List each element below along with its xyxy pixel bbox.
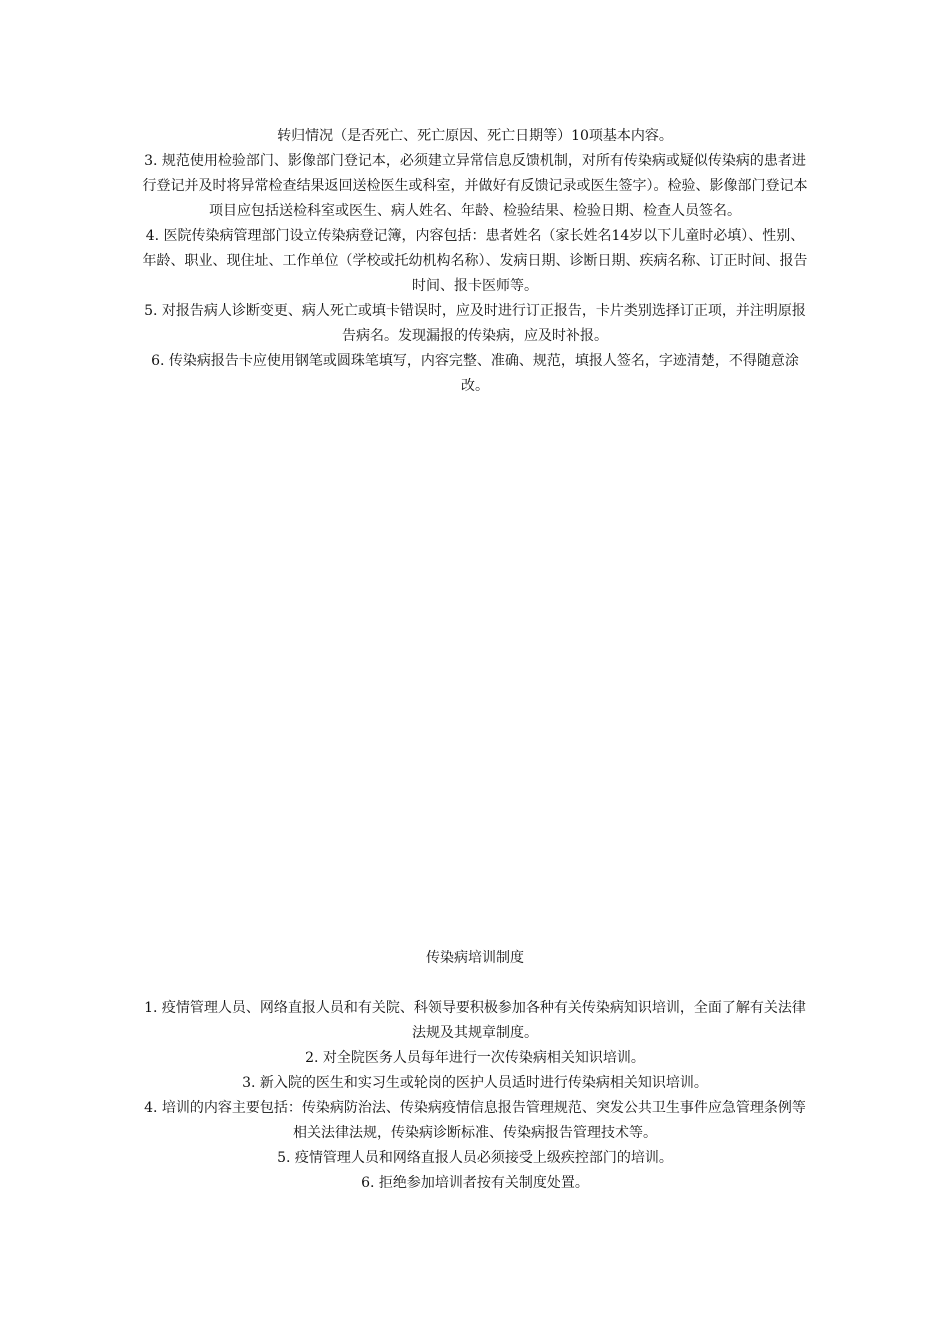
reporting-item-6: 6. 传染病报告卡应使用钢笔或圆珠笔填写，内容完整、准确、规范，填报人签名，字迹清楚，不得随意涂改。 [151,353,799,394]
training-item-5: 5. 疫情管理人员和网络直报人员必须接受上级疾控部门的培训。 [277,1150,673,1166]
training-item-4: 4. 培训的内容主要包括：传染病防治法、传染病疫情信息报告管理规范、突发公共卫生事件应急管理条例等相关法律法规，传染病诊断标准、传染病报告管理技术等。 [144,1100,806,1141]
training-item-3: 3. 新入院的医生和实习生或轮岗的医护人员适时进行传染病相关知识培训。 [242,1075,708,1091]
training-item-6: 6. 拒绝参加培训者按有关制度处置。 [361,1175,589,1191]
reporting-item-4: 4. 医院传染病管理部门设立传染病登记簿，内容包括：患者姓名（家长姓名14岁以下儿童时必填）、性别、年龄、职业、现住址、工作单位（学校或托幼机构名称）、发病日期、诊断日期、疾病名称、订正时间、报告时间、报卡医师等。 [142,228,808,294]
training-item-1: 1. 疫情管理人员、网络直报人员和有关院、科领导要积极参加各种有关传染病知识培训，全面了解有关法律法规及其规章制度。 [144,1000,806,1041]
training-item-2: 2. 对全院医务人员每年进行一次传染病相关知识培训。 [305,1050,645,1066]
reporting-item-3: 3. 规范使用检验部门、影像部门登记本，必须建立异常信息反馈机制，对所有传染病或疑似传染病的患者进行登记并及时将异常检查结果返回送检医生或科室，并做好有反馈记录或医生签字）。检验、影像部门登记本项目应包括送检科室或医生、病人姓名、年龄、检验结果、检验日期、检查人员签名。 [142,153,808,219]
reporting-paragraph-continuation: 转归情况（是否死亡、死亡原因、死亡日期等）10项基本内容。 [277,128,673,144]
reporting-item-5: 5. 对报告病人诊断变更、病人死亡或填卡错误时，应及时进行订正报告，卡片类别选择订正项，并注明原报告病名。发现漏报的传染病，应及时补报。 [144,303,806,344]
training-section-title: 传染病培训制度 [426,950,524,966]
reporting-section [140,124,810,399]
training-heading-block [140,946,810,971]
training-section [140,996,810,1196]
